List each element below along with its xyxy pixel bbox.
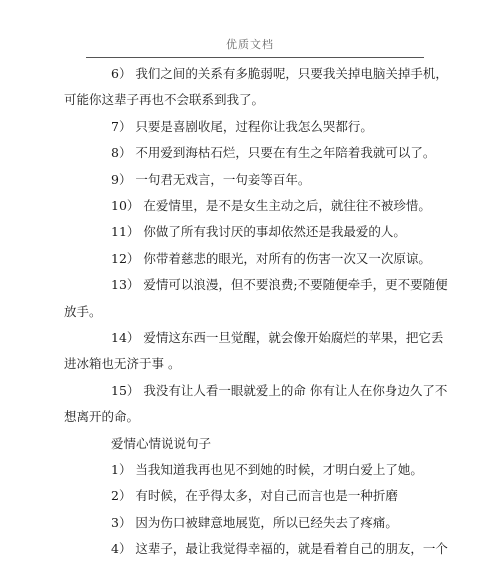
paragraph-line: 14） 爱情这东西一旦觉醒，就会像开始腐烂的苹果，把它丢 [111, 330, 444, 345]
section-heading: 爱情心情说说句子 [111, 435, 212, 451]
paragraph-line: 2） 有时候，在乎得太多，对自己而言也是一种折磨 [111, 488, 398, 504]
paragraph-line: 8） 不用爱到海枯石烂，只要在有生之年陪着我就可以了。 [111, 145, 436, 161]
paragraph-line: 1） 当我知道我再也见不到她的时候，才明白爱上了她。 [111, 462, 423, 477]
paragraph-line: 9） 一句君无戏言，一句妾等百年。 [111, 171, 311, 187]
paragraph-line: 6） 我们之间的关系有多脆弱呢，只要我关掉电脑关掉手机， [111, 66, 448, 81]
paragraph-line: 7） 只要是喜剧收尾，过程你让我怎么哭都行。 [111, 118, 373, 134]
paragraph-line: 可能你这辈子再也不会联系到我了。 [64, 92, 265, 108]
paragraph-line: 13） 爱情可以浪漫，但不要浪费;不要随便牵手，更不要随便 [111, 277, 448, 293]
header-divider [86, 57, 424, 58]
paragraph-line: 15） 我没有让人看一眼就爱上的命 你有让人在你身边久了不 [111, 382, 448, 398]
paragraph-line: 进冰箱也无济于事 。 [64, 356, 181, 372]
paragraph-line: 11） 你做了所有我讨厌的事却依然还是我最爱的人。 [111, 224, 406, 240]
paragraph-line: 放手。 [64, 303, 102, 319]
paragraph-line: 12） 你带着慈悲的眼光，对所有的伤害一次又一次原谅。 [111, 250, 431, 266]
paragraph-line: 10） 在爱情里，是不是女生主动之后，就往往不被珍惜。 [111, 198, 431, 213]
page-header: 优质文档 [226, 38, 274, 51]
paragraph-line: 3） 因为伤口被肆意地展览，所以已经失去了疼痛。 [111, 514, 398, 530]
paragraph-line: 想离开的命。 [64, 409, 140, 425]
paragraph-line: 4） 这辈子，最让我觉得幸福的，就是看着自己的朋友，一个 [111, 541, 448, 557]
